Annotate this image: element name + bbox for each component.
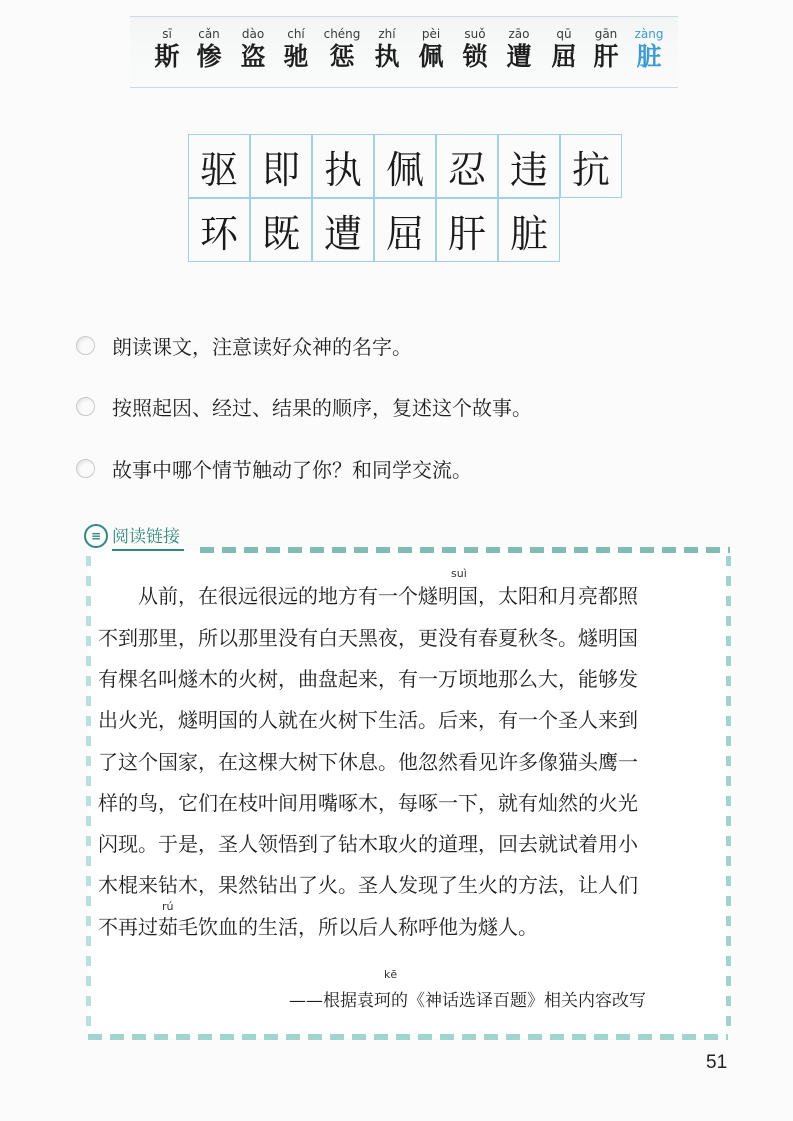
vocab-word <box>148 27 186 73</box>
exercise-text: 故事中哪个情节触动了你？和同学交流。 <box>112 457 472 482</box>
reading-link-header <box>84 522 184 550</box>
bullet-circle-icon <box>76 459 95 478</box>
grid-cell: 屈 <box>374 198 436 262</box>
passage-line: 不到那里，所以那里没有白天黑夜，更没有春夏秋冬。燧明国 <box>98 626 638 650</box>
grid-cell: 抗 <box>560 134 622 198</box>
vocab-char: 脏 <box>636 42 662 71</box>
passage-line: 木棍来钻木，果然钻出了火。圣人发现了生火的方法，让人们 <box>98 873 638 897</box>
grid-cell: 违 <box>498 134 560 198</box>
bullet-circle-icon <box>76 397 95 416</box>
exercise-item <box>76 390 532 422</box>
passage-line: 样的鸟，它们在枝叶间用嘴啄木，每啄一下，就有灿然的火光 <box>98 791 638 815</box>
grid-cell: 执 <box>312 134 374 198</box>
exercise-item <box>76 329 412 361</box>
grid-cell: 既 <box>250 198 312 262</box>
vocab-pinyin: gān <box>594 27 618 41</box>
passage-line: 从前，在很远很远的地方有一个燧明国，太阳和月亮都照 <box>138 584 638 608</box>
pinyin-annotation: suì <box>451 567 467 580</box>
vocab-word <box>368 27 406 73</box>
grid-cell: 佩 <box>374 134 436 198</box>
vocab-pinyin: cǎn <box>198 27 220 41</box>
vocab-pinyin: zhí <box>378 27 396 41</box>
vocab-char: 斯 <box>154 42 180 71</box>
vocab-char: 佩 <box>418 42 444 71</box>
vocab-char: 惨 <box>196 42 222 71</box>
page-number: 51 <box>706 1052 728 1073</box>
grid-cell: 肝 <box>436 198 498 262</box>
box-border-top <box>200 547 730 553</box>
vocab-char: 驰 <box>283 42 309 71</box>
passage-line: 闪现。于是，圣人领悟到了钻木取火的道理，回去就试着用小 <box>98 832 638 856</box>
box-border-right <box>726 556 731 1034</box>
vocab-pinyin: qū <box>556 27 572 41</box>
vocab-word <box>190 27 228 73</box>
vocab-pinyin: suǒ <box>464 27 486 41</box>
vocab-pinyin: dào <box>241 27 265 41</box>
grid-cell: 驱 <box>188 134 250 198</box>
passage-line: 不再过茹毛饮血的生活，所以后人称呼他为燧人。 <box>98 915 538 939</box>
vocab-word <box>323 27 361 73</box>
box-border-bottom <box>88 1034 728 1040</box>
vocabulary-strip <box>130 16 678 88</box>
vocab-pinyin: zāo <box>508 27 530 41</box>
vocab-char: 锁 <box>462 42 488 71</box>
vocab-pinyin: chí <box>287 27 305 41</box>
source-attribution: ——根据袁珂的《神话选译百题》相关内容改写 <box>289 991 646 1011</box>
vocab-word <box>412 27 450 73</box>
vocab-word <box>277 27 315 73</box>
grid-cell: 遭 <box>312 198 374 262</box>
grid-cell: 环 <box>188 198 250 262</box>
passage-line: 了这个国家，在这棵大树下休息。他忽然看见许多像猫头鹰一 <box>98 750 638 774</box>
vocab-word <box>587 27 625 73</box>
vocab-word <box>545 27 583 73</box>
passage-line: 有棵名叫燧木的火树，曲盘起来，有一万顷地那么大，能够发 <box>98 667 638 691</box>
vocab-char: 盗 <box>240 42 266 71</box>
exercise-item <box>76 452 472 484</box>
vocab-word <box>456 27 494 73</box>
vocab-pinyin: sī <box>162 27 172 41</box>
grid-cell: 即 <box>250 134 312 198</box>
vocab-char: 屈 <box>551 42 577 71</box>
vocab-pinyin: zàng <box>634 27 664 41</box>
vocab-char: 肝 <box>593 42 619 71</box>
exercise-text: 按照起因、经过、结果的顺序，复述这个故事。 <box>112 395 532 420</box>
bullet-circle-icon <box>76 336 95 355</box>
vocab-pinyin: pèi <box>421 27 441 41</box>
vocab-word-highlighted <box>630 27 668 73</box>
box-border-left <box>86 556 91 1034</box>
pinyin-annotation: kē <box>384 968 398 981</box>
vocab-pinyin: chéng <box>323 27 361 41</box>
vocab-char: 惩 <box>329 42 355 71</box>
exercise-text: 朗读课文，注意读好众神的名字。 <box>112 334 412 359</box>
vocab-word <box>234 27 272 73</box>
reading-link-title: 阅读链接 <box>112 522 184 551</box>
vocab-char: 执 <box>374 42 400 71</box>
grid-cell: 脏 <box>498 198 560 262</box>
pinyin-annotation: rú <box>162 900 174 913</box>
grid-cell: 忍 <box>436 134 498 198</box>
vocab-word <box>500 27 538 73</box>
passage-line: 出火光，燧明国的人就在火树下生活。后来，有一个圣人来到 <box>98 708 638 732</box>
vocab-char: 遭 <box>506 42 532 71</box>
book-circle-icon: ≡ <box>84 524 108 548</box>
